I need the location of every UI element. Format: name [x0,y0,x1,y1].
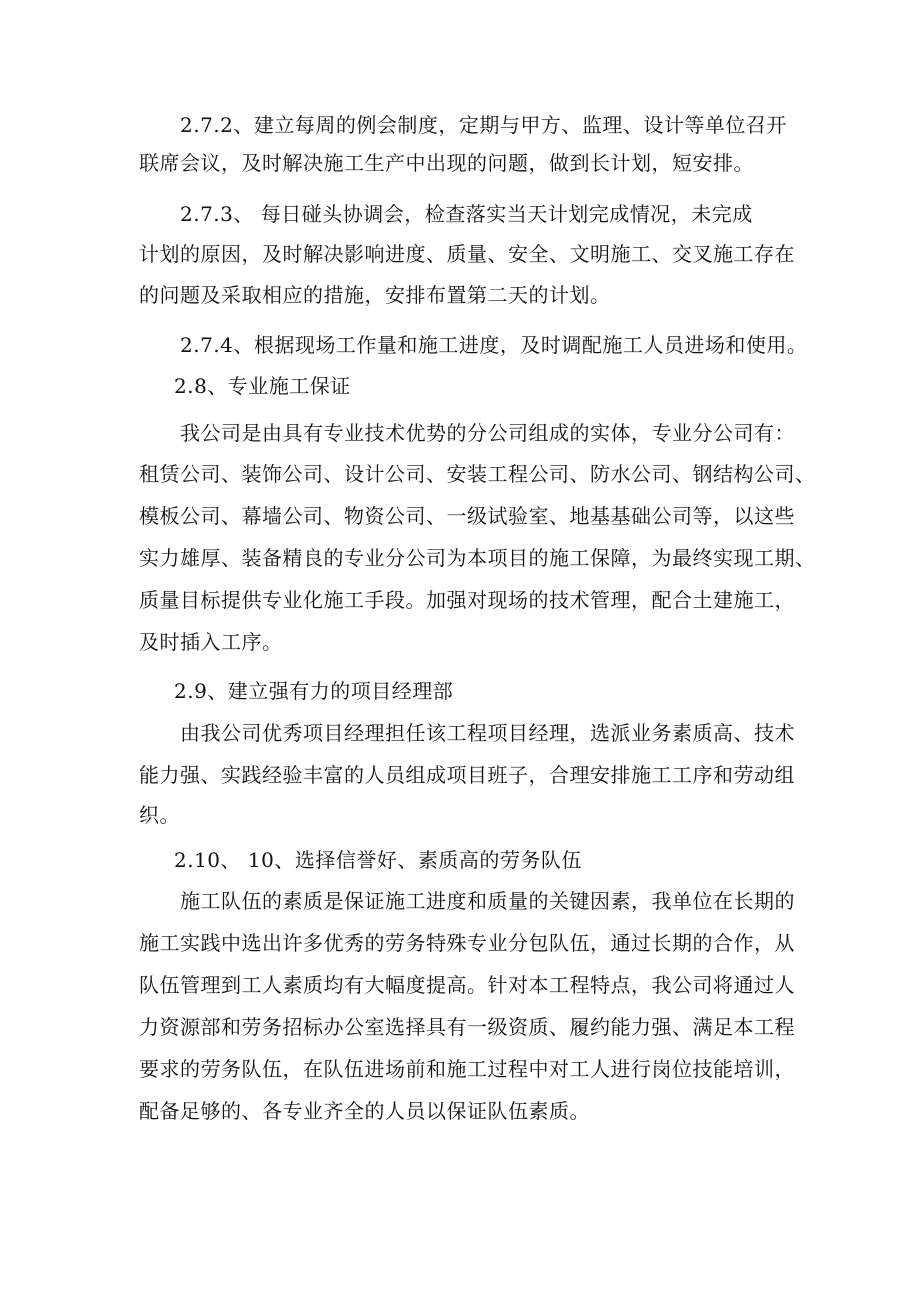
section-2-8-heading: 2.8、专业施工保证 [174,374,351,398]
section-2-10-line-3: 队伍管理到工人素质均有大幅度提高。针对本工程特点，我公司将通过人 [139,973,795,997]
section-2-7-3-line-3: 的问题及采取相应的措施，安排布置第二天的计划。 [139,283,611,307]
section-2-7-3-line-2: 计划的原因，及时解决影响进度、质量、安全、文明施工、交叉施工存在 [139,242,795,266]
section-2-9-line-3: 织。 [139,803,180,827]
section-2-10-line-1: 施工队伍的素质是保证施工进度和质量的关键因素，我单位在长期的 [180,889,795,913]
section-2-8-line-4: 实力雄厚、装备精良的专业分公司为本项目的施工保障，为最终实现工期、 [139,546,816,570]
section-2-8-line-5: 质量目标提供专业化施工手段。加强对现场的技术管理，配合土建施工， [139,588,795,612]
section-2-10-heading: 2.10、 10、选择信誉好、素质高的劳务队伍 [174,848,582,872]
section-2-8-line-2: 租赁公司、装饰公司、设计公司、安装工程公司、防水公司、钢结构公司、 [139,462,816,486]
section-2-9-line-1: 由我公司优秀项目经理担任该工程项目经理，选派业务素质高、技术 [180,721,795,745]
section-2-7-2-line-1: 2.7.2、建立每周的例会制度，定期与甲方、监理、设计等单位召开 [180,113,787,137]
section-2-7-3-line-1: 2.7.3、 每日碰头协调会，检查落实当天计划完成情况，未完成 [180,202,753,226]
section-2-8-line-6: 及时插入工序。 [139,630,283,654]
section-2-8-line-1: 我公司是由具有专业技术优势的分公司组成的实体，专业分公司有： [180,421,795,445]
section-2-7-4-line-1: 2.7.4、根据现场工作量和施工进度，及时调配施工人员进场和使用。 [180,333,808,357]
section-2-10-line-6: 配备足够的、各专业齐全的人员以保证队伍素质。 [139,1099,590,1123]
section-2-10-line-4: 力资源部和劳务招标办公室选择具有一级资质、履约能力强、满足本工程 [139,1015,795,1039]
section-2-8-line-3: 模板公司、幕墙公司、物资公司、一级试验室、地基基础公司等，以这些 [139,504,795,528]
section-2-7-2-line-2: 联席会议，及时解决施工生产中出现的问题，做到长计划，短安排。 [139,151,754,175]
section-2-9-line-2: 能力强、实践经验丰富的人员组成项目班子，合理安排施工工序和劳动组 [139,763,795,787]
section-2-10-line-2: 施工实践中选出许多优秀的劳务特殊专业分包队伍，通过长期的合作，从 [139,931,795,955]
section-2-9-heading: 2.9、建立强有力的项目经理部 [174,679,454,703]
section-2-10-line-5: 要求的劳务队伍，在队伍进场前和施工过程中对工人进行岗位技能培训， [139,1057,795,1081]
